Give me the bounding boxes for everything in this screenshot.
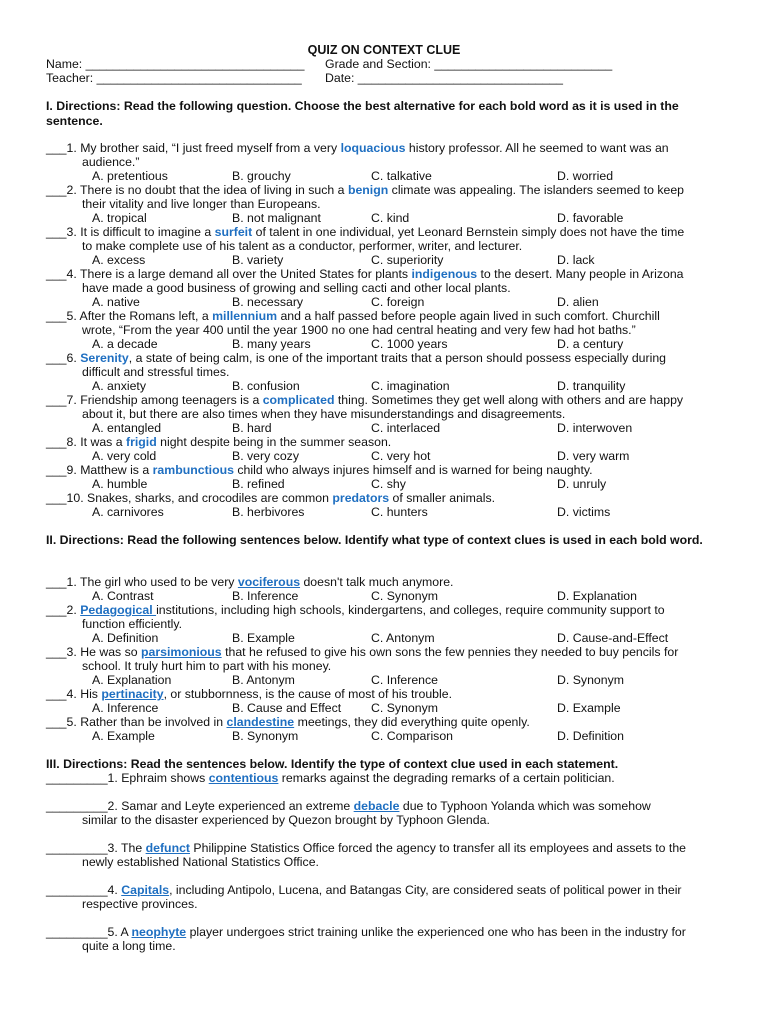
question-text [46, 841, 726, 855]
question-prefix[interactable]: ___2. There is no doubt that the idea of living in such a [46, 183, 348, 197]
answer-options [0, 477, 768, 491]
keyword[interactable]: defunct [145, 841, 191, 855]
question-text-after: thing. Sometimes they get well along with others and are happy [334, 393, 684, 407]
answer-option[interactable]: B. not malignant [232, 211, 321, 225]
question-text-continued: respective provinces. [82, 897, 198, 911]
part3-question-2 [46, 799, 726, 827]
question-text-after: of talent in one individual, yet Leonard Bernstein simply does not have the time [252, 225, 685, 239]
question-prefix[interactable]: ___4. His [46, 687, 102, 701]
part2-question-4 [46, 687, 726, 701]
part1-question-6 [46, 351, 726, 379]
answer-option[interactable]: D. victims [557, 505, 611, 519]
part3-directions: III. Directions: Read the sentences below. Identify the type of context clue used in each statement. [46, 757, 619, 771]
question-text-continued: have made a good business of growing and selling cacti and other local plants. [82, 281, 511, 295]
part1-question-3 [46, 225, 726, 253]
answer-option[interactable]: B. very cozy [232, 449, 299, 463]
question-prefix[interactable]: _________5. A [46, 925, 132, 939]
question-text-continued: school. It truly hurt him to part with his money. [82, 659, 332, 673]
answer-option[interactable]: A. very cold [92, 449, 157, 463]
question-text [46, 225, 726, 239]
answer-option[interactable]: D. interwoven [557, 421, 633, 435]
date-field[interactable]: Date: ______________________________ [325, 71, 563, 85]
question-text [46, 925, 726, 939]
answer-options [0, 337, 768, 351]
question-text-continued: difficult and stressful times. [82, 365, 230, 379]
answer-option[interactable]: A. Contrast [92, 589, 154, 603]
question-prefix[interactable]: ___6. [46, 351, 81, 365]
name-field[interactable]: Name: ________________________________ [46, 57, 305, 71]
part2-question-2 [46, 603, 726, 631]
answer-options [0, 589, 768, 603]
keyword[interactable]: contentious [208, 771, 279, 785]
page-title: QUIZ ON CONTEXT CLUE [307, 43, 461, 57]
answer-option[interactable]: B. necessary [232, 295, 304, 309]
question-text-continued: function efficiently. [82, 617, 183, 631]
question-text-after: child who always injures himself and is warned for being naughty. [233, 463, 593, 477]
answer-option[interactable]: B. refined [232, 477, 285, 491]
answer-option[interactable]: A. Explanation [92, 673, 172, 687]
answer-options [0, 701, 768, 715]
part1-question-1 [46, 141, 726, 169]
question-text-after: due to Typhoon Yolanda which was somehow [399, 799, 651, 813]
question-text-continued: to make complete use of his talent as a conductor, performer, writer, and lecturer. [82, 239, 523, 253]
question-prefix[interactable]: ___8. It was a [46, 435, 126, 449]
part1-question-8 [46, 435, 726, 449]
keyword: loquacious [340, 141, 406, 155]
answer-option[interactable]: A. entangled [92, 421, 162, 435]
answer-option[interactable]: A. tropical [92, 211, 147, 225]
question-text-continued: quite a long time. [82, 939, 176, 953]
part1-question-7 [46, 393, 726, 421]
question-text [46, 351, 726, 365]
question-text [46, 393, 726, 407]
keyword[interactable]: neophyte [131, 925, 187, 939]
question-prefix[interactable]: ___3. It is difficult to imagine a [46, 225, 215, 239]
answer-option[interactable]: C. talkative [371, 169, 432, 183]
question-text [46, 687, 726, 701]
keyword: frigid [125, 435, 157, 449]
part2-question-5 [46, 715, 726, 729]
answer-option[interactable]: D. unruly [557, 477, 607, 491]
answer-option[interactable]: B. grouchy [232, 169, 291, 183]
answer-options [0, 295, 768, 309]
question-text [46, 715, 726, 729]
question-text [46, 799, 726, 813]
question-text [46, 645, 726, 659]
part3-question-4 [46, 883, 726, 911]
part1-directions: I. Directions: Read the following question. Choose the best alternative for each bold word as it is used in the sentence. [46, 99, 679, 128]
answer-option[interactable]: C. Comparison [371, 729, 454, 743]
question-text-after: and a half passed before people again lived in such comfort. Churchill [277, 309, 660, 323]
answer-option[interactable]: D. Example [557, 701, 621, 715]
keyword[interactable]: debacle [353, 799, 400, 813]
answer-option[interactable]: D. alien [557, 295, 599, 309]
question-prefix[interactable]: ___10. Snakes, sharks, and crocodiles are common [46, 491, 333, 505]
answer-option[interactable]: D. worried [557, 169, 614, 183]
question-text [46, 141, 726, 155]
answer-option[interactable]: C. Synonym [371, 701, 438, 715]
question-prefix[interactable]: _________4. [46, 883, 122, 897]
answer-option[interactable]: C. hunters [371, 505, 428, 519]
answer-options [0, 673, 768, 687]
question-text-after: remarks against the degrading remarks of a certain politician. [278, 771, 615, 785]
keyword: benign [347, 183, 389, 197]
answer-options [0, 729, 768, 743]
grade-section-field[interactable]: Grade and Section: __________________________ [325, 57, 613, 71]
keyword: Serenity [80, 351, 129, 365]
part1-question-5 [46, 309, 726, 337]
answer-option[interactable]: A. Inference [92, 701, 159, 715]
question-text-continued: about it, but there are also times when they have misunderstandings and disagreements. [82, 407, 566, 421]
question-text-after: to the desert. Many people in Arizona [477, 267, 684, 281]
keyword: indigenous [411, 267, 478, 281]
question-text-after: of smaller animals. [389, 491, 496, 505]
answer-option[interactable]: B. Example [232, 631, 295, 645]
question-prefix[interactable]: ___1. The girl who used to be very [46, 575, 238, 589]
question-text-after: night despite being in the summer season. [156, 435, 392, 449]
question-prefix[interactable]: ___5. Rather than be involved in [46, 715, 227, 729]
answer-option[interactable]: A. humble [92, 477, 148, 491]
answer-option[interactable]: D. lack [557, 253, 595, 267]
answer-option[interactable]: B. variety [232, 253, 284, 267]
answer-option[interactable]: C. very hot [371, 449, 431, 463]
question-text [46, 883, 726, 897]
question-text-after: player undergoes strict training unlike the experienced one who has been in the industry for [186, 925, 686, 939]
question-text [46, 491, 726, 505]
question-text-continued: their vitality and live longer than Europeans. [82, 197, 321, 211]
question-text-after: , including Antipolo, Lucena, and Batangas City, are considered seats of political power in their [169, 883, 682, 897]
answer-option[interactable]: B. Cause and Effect [232, 701, 342, 715]
answer-option[interactable]: A. a decade [92, 337, 158, 351]
question-text-after: Philippine Statistics Office forced the agency to transfer all its employees and assets to the [190, 841, 687, 855]
answer-options [0, 253, 768, 267]
question-text [46, 309, 726, 323]
question-text-continued: audience.” [82, 155, 140, 169]
question-text-after: history professor. All he seemed to want was an [405, 141, 669, 155]
answer-options [0, 631, 768, 645]
answer-option[interactable]: C. Synonym [371, 589, 438, 603]
question-text-after: meetings, they did everything quite openly. [294, 715, 530, 729]
answer-option[interactable]: D. Cause-and-Effect [557, 631, 669, 645]
answer-option[interactable]: C. Inference [371, 673, 438, 687]
question-prefix[interactable]: ___1. My brother said, “I just freed myself from a very [46, 141, 341, 155]
answer-option[interactable]: A. carnivores [92, 505, 164, 519]
question-text [46, 603, 726, 617]
answer-option[interactable]: C. superiority [371, 253, 444, 267]
part1-question-9 [46, 463, 726, 477]
keyword[interactable]: Pedagogical [80, 603, 157, 617]
part2-question-1 [46, 575, 726, 589]
question-prefix[interactable]: ___3. He was so [46, 645, 142, 659]
keyword[interactable]: pertinacity [101, 687, 164, 701]
answer-option[interactable]: C. foreign [371, 295, 425, 309]
keyword: rambunctious [152, 463, 234, 477]
answer-option[interactable]: A. Example [92, 729, 155, 743]
answer-option[interactable]: A. anxiety [92, 379, 146, 393]
answer-option[interactable]: D. Explanation [557, 589, 637, 603]
keyword[interactable]: parsimonious [141, 645, 222, 659]
part1-question-10 [46, 491, 726, 505]
question-prefix[interactable]: ___2. [46, 603, 81, 617]
question-text-continued: similar to the disaster experienced by Quezon brought by Typhoon Glenda. [82, 813, 490, 827]
answer-option[interactable]: A. excess [92, 253, 146, 267]
answer-option[interactable]: C. Antonym [371, 631, 435, 645]
keyword[interactable]: clandestine [226, 715, 295, 729]
part2-question-3 [46, 645, 726, 673]
question-prefix[interactable]: ___9. Matthew is a [46, 463, 153, 477]
answer-option[interactable]: C. shy [371, 477, 406, 491]
question-text-after: climate was appealing. The islanders seemed to keep [388, 183, 684, 197]
answer-option[interactable]: C. imagination [371, 379, 450, 393]
keyword: predators [332, 491, 390, 505]
question-prefix[interactable]: _________1. Ephraim shows [46, 771, 209, 785]
answer-option[interactable]: A. pretentious [92, 169, 168, 183]
answer-option[interactable]: D. tranquility [557, 379, 626, 393]
question-prefix[interactable]: ___7. Friendship among teenagers is a [46, 393, 263, 407]
keyword[interactable]: Capitals [121, 883, 170, 897]
question-text [46, 267, 726, 281]
answer-options [0, 211, 768, 225]
answer-option[interactable]: B. hard [232, 421, 272, 435]
question-text [46, 463, 726, 477]
answer-option[interactable]: D. Definition [557, 729, 624, 743]
part2-directions: II. Directions: Read the following sentences below. Identify what type of context clues is used in each bold word. [46, 533, 703, 547]
keyword[interactable]: vociferous [237, 575, 301, 589]
question-prefix[interactable]: ___5. After the Romans left, a [46, 309, 213, 323]
question-text-after: institutions, including high schools, kindergartens, and colleges, require community support to [156, 603, 665, 617]
question-text [46, 183, 726, 197]
question-text-after: , a state of being calm, is one of the important traits that a person should possess especially during [128, 351, 666, 365]
answer-options [0, 421, 768, 435]
part3-question-1 [46, 771, 726, 785]
question-prefix[interactable]: _________2. Samar and Leyte experienced an extreme [46, 799, 354, 813]
question-text [46, 575, 726, 589]
answer-options [0, 379, 768, 393]
question-text [46, 771, 726, 785]
keyword: surfeit [214, 225, 253, 239]
answer-option[interactable]: B. Synonym [232, 729, 299, 743]
answer-option[interactable]: D. favorable [557, 211, 624, 225]
keyword: complicated [262, 393, 335, 407]
part3-question-3 [46, 841, 726, 869]
answer-option[interactable]: C. interlaced [371, 421, 441, 435]
answer-option[interactable]: B. Antonym [232, 673, 295, 687]
answer-option[interactable]: B. Inference [232, 589, 299, 603]
question-text-after: doesn't talk much anymore. [300, 575, 454, 589]
answer-option[interactable]: C. 1000 years [371, 337, 448, 351]
part3-question-5 [46, 925, 726, 953]
answer-option[interactable]: D. a century [557, 337, 624, 351]
question-prefix[interactable]: ___4. There is a large demand all over the United States for plants [46, 267, 412, 281]
answer-option[interactable]: B. many years [232, 337, 311, 351]
answer-option[interactable]: A. native [92, 295, 140, 309]
question-text [46, 435, 726, 449]
part1-question-4 [46, 267, 726, 295]
answer-option[interactable]: D. Synonym [557, 673, 624, 687]
question-text-after: that he refused to give his own sons the few pennies they needed to buy pencils for [221, 645, 679, 659]
question-text-after: , or stubbornness, is the cause of most of his trouble. [163, 687, 453, 701]
keyword: millennium [212, 309, 278, 323]
question-text-continued: wrote, “From the year 400 until the year 1900 no one had central heating and very few had hot baths.” [82, 323, 636, 337]
answer-options [0, 169, 768, 183]
question-text-continued: newly established National Statistics Office. [82, 855, 319, 869]
teacher-field[interactable]: Teacher: ______________________________ [46, 71, 302, 85]
answer-options [0, 449, 768, 463]
answer-options [0, 505, 768, 519]
question-prefix[interactable]: _________3. The [46, 841, 146, 855]
part1-question-2 [46, 183, 726, 211]
answer-option[interactable]: B. herbivores [232, 505, 305, 519]
answer-option[interactable]: A. Definition [92, 631, 159, 645]
answer-option[interactable]: D. very warm [557, 449, 630, 463]
answer-option[interactable]: B. confusion [232, 379, 300, 393]
answer-option[interactable]: C. kind [371, 211, 410, 225]
